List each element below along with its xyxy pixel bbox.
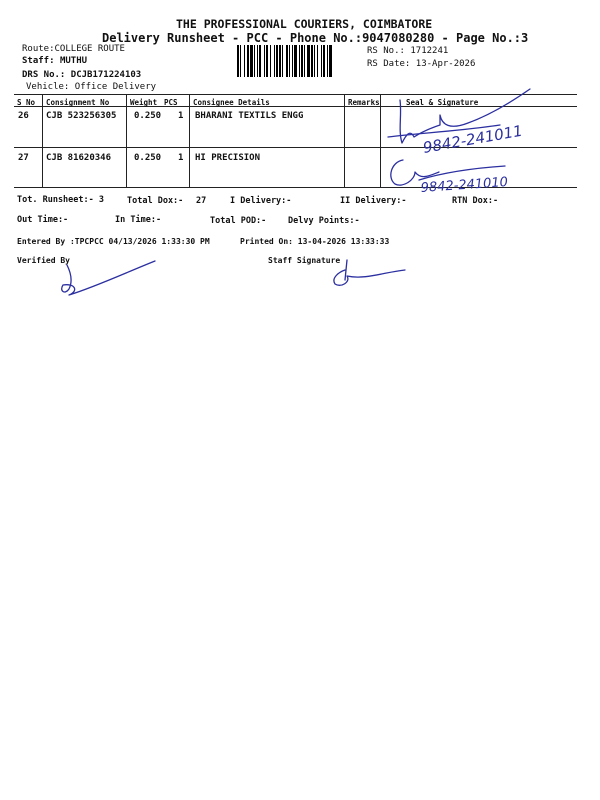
route-line (22, 44, 125, 54)
row-consignment: CJB 523256305 (46, 111, 117, 121)
total-dox-value: 27 (196, 196, 207, 206)
staff-signature-mark (325, 258, 415, 293)
row-2-signature (385, 150, 575, 200)
staff-value: MUTHU (59, 56, 88, 66)
col-weight: Weight (130, 98, 158, 107)
row-2-phone: 9842-241010 (420, 174, 509, 196)
row-pcs: 1 (178, 153, 184, 163)
rs-date-value: 13-Apr-2026 (415, 59, 476, 69)
entered-by: Entered By :TPCPCC 04/13/2026 1:33:30 PM (17, 237, 210, 246)
vehicle-line (26, 82, 156, 92)
drs-value: DCJB171224103 (70, 70, 142, 80)
rs-date-line (367, 59, 475, 69)
drs-barcode (237, 45, 363, 77)
col-seal-signature: Seal & Signature (406, 98, 479, 107)
row-pcs: 1 (178, 111, 184, 121)
staff-line (22, 56, 87, 66)
staff-signature-label: Staff Signature (268, 256, 341, 265)
vehicle-value: Office Delivery (74, 82, 157, 92)
tot-runsheet: Tot. Runsheet:- 3 (17, 195, 104, 205)
row-sno: 26 (18, 111, 29, 121)
row-consignment: CJB 81620346 (46, 153, 112, 163)
col-sno: S No (17, 98, 36, 107)
row-consignee: HI PRECISION (195, 153, 261, 163)
rs-no-value: 1712241 (410, 46, 449, 56)
delvy-points: Delvy Points:- (288, 216, 360, 226)
route-value: COLLEGE ROUTE (54, 44, 125, 54)
row-sno: 27 (18, 153, 29, 163)
total-dox-label: Total Dox:- (127, 196, 184, 206)
verified-by-label: Verified By (17, 256, 70, 265)
col-consignment: Consignment No (46, 98, 110, 107)
staff-label: Staff: (22, 56, 55, 66)
row-1-phone: 9842-241011 (421, 121, 525, 157)
company-name: THE PROFESSIONAL COURIERS, COIMBATORE (176, 17, 433, 31)
vehicle-label: Vehicle: (26, 82, 70, 92)
ii-delivery: II Delivery:- (340, 196, 407, 206)
drs-line (22, 70, 141, 80)
row-weight: 0.250 (134, 153, 162, 163)
total-pod: Total POD:- (210, 216, 267, 226)
rs-no-label: RS No.: (367, 46, 405, 56)
col-consignee: Consignee Details (193, 98, 270, 107)
rs-no-line (367, 46, 448, 56)
row-weight: 0.250 (134, 111, 162, 121)
out-time: Out Time:- (17, 215, 69, 225)
col-remarks: Remarks (348, 98, 380, 107)
route-label: Route: (22, 44, 55, 54)
printed-on: Printed On: 13-04-2026 13:33:33 (240, 237, 390, 246)
runsheet-subtitle: Delivery Runsheet - PCC - Phone No.:9047080280 - Page No.:3 (102, 31, 529, 45)
row-consignee: BHARANI TEXTILS ENGG (195, 111, 304, 121)
in-time: In Time:- (115, 215, 162, 225)
drs-label: DRS No.: (22, 70, 66, 80)
col-pcs: PCS (164, 98, 178, 107)
i-delivery: I Delivery:- (230, 196, 292, 206)
verified-by-signature (55, 255, 165, 300)
rtn-dox: RTN Dox:- (452, 196, 499, 206)
rs-date-label: RS Date: (367, 59, 411, 69)
